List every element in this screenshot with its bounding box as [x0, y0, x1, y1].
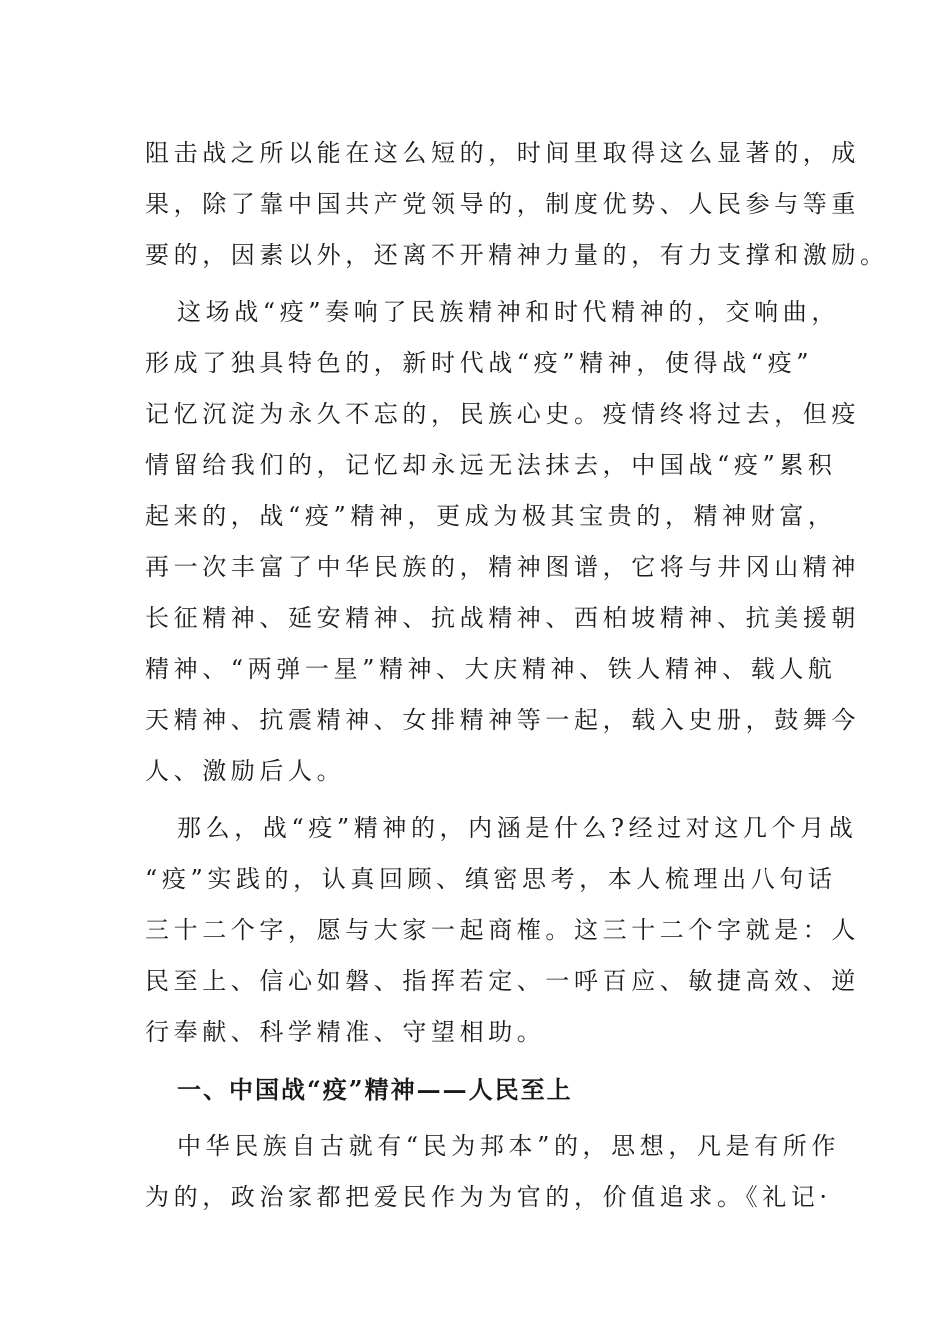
- text-line: 阻击战之所以能在这么短的，时间里取得这么显著的，成: [145, 139, 860, 167]
- text-line: 长征精神、延安精神、抗战精神、西柏坡精神、抗美援朝: [145, 604, 860, 632]
- text-line: 行奉献、科学精准、守望相助。: [145, 1018, 546, 1046]
- paragraph-1: [145, 128, 889, 281]
- text-line: 再一次丰富了中华民族的，精神图谱，它将与井冈山精神: [145, 553, 860, 581]
- text-line: 人、激励后人。: [145, 757, 346, 785]
- text-line: 起来的，战“疫”精神，更成为极其宝贵的，精神财富，: [145, 502, 837, 530]
- paragraph-3: [145, 803, 860, 1058]
- text-line: 精神、“两弹一星”精神、大庆精神、铁人精神、载人航: [145, 655, 837, 683]
- text-line: 为的，政治家都把爱民作为为官的，价值追求。《礼记·: [145, 1183, 832, 1211]
- text-line: “疫”实践的，认真回顾、缜密思考，本人梳理出八句话: [145, 865, 837, 893]
- text-line: 要的，因素以外，还离不开精神力量的，有力支撑和激励。: [145, 241, 889, 269]
- text-line: 形成了独具特色的，新时代战“疫”精神，使得战“疫”: [145, 349, 814, 377]
- text-line: 那么，战“疫”精神的，内涵是什么?经过对这几个月战: [177, 814, 858, 842]
- document-page: [145, 128, 889, 1223]
- text-line: 果，除了靠中国共产党领导的，制度优势、人民参与等重: [145, 190, 860, 218]
- text-line: 三十二个字，愿与大家一起商榷。这三十二个字就是：人: [145, 916, 860, 944]
- text-line: 记忆沉淀为永久不忘的，民族心史。疫情终将过去，但疫: [145, 400, 860, 428]
- paragraph-2: [145, 287, 860, 797]
- section-heading: 一、中国战“疫”精神——人民至上: [177, 1075, 573, 1104]
- paragraph-4: [145, 1121, 840, 1223]
- text-line: 情留给我们的，记忆却永远无法抹去，中国战“疫”累积: [145, 451, 837, 479]
- text-line: 中华民族自古就有“民为邦本”的，思想，凡是有所作: [177, 1132, 840, 1160]
- text-line: 民至上、信心如磐、指挥若定、一呼百应、敏捷高效、逆: [145, 967, 860, 995]
- text-line: 天精神、抗震精神、女排精神等一起，载入史册，鼓舞今: [145, 706, 860, 734]
- text-line: 这场战“疫”奏响了民族精神和时代精神的，交响曲，: [177, 298, 840, 326]
